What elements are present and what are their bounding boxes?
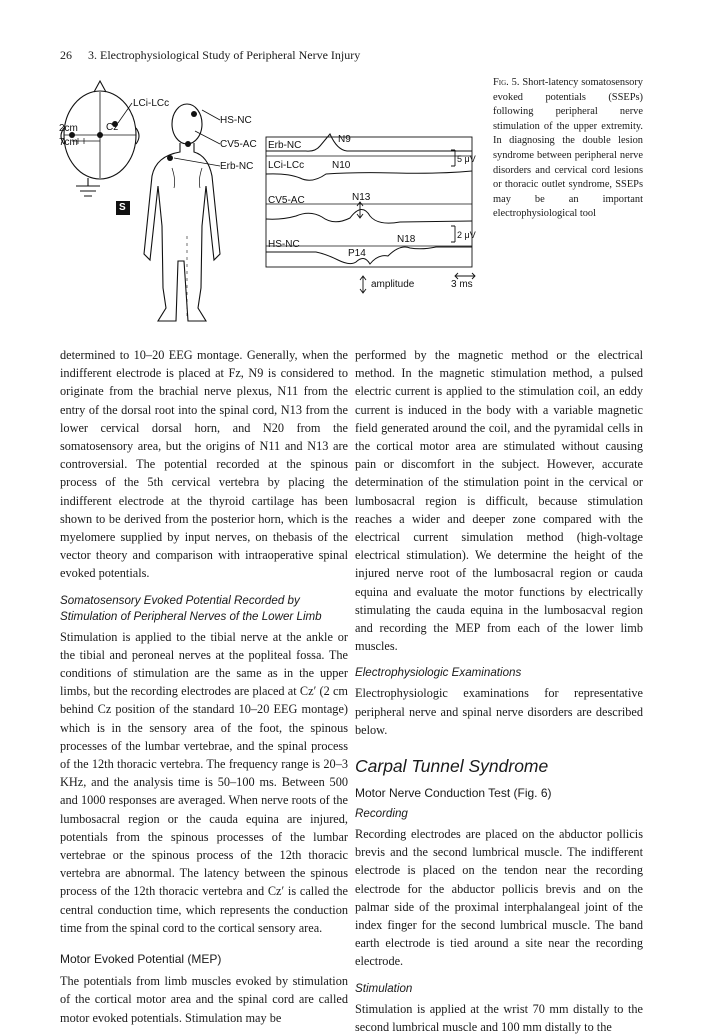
lci-pointer — [118, 103, 132, 123]
trace-label-hs-nc: HS-NC — [268, 239, 300, 250]
trace-label-cv5-ac: CV5-AC — [268, 195, 305, 206]
figure-5 — [60, 76, 490, 338]
running-head — [60, 48, 360, 63]
right-subheading-1: Electrophysiologic Examinations — [355, 666, 522, 680]
scale-label-time: 3 ms — [451, 279, 473, 290]
label-cv5-ac: CV5-AC — [220, 139, 257, 150]
scale-label-amplitude: amplitude — [371, 279, 415, 290]
right-subheading-4: Stimulation — [355, 981, 413, 995]
electrode-cv5-ac — [185, 141, 191, 147]
trace-label-n13: N13 — [352, 192, 371, 203]
trace-label-p14: P14 — [348, 248, 366, 259]
right-subheading-2: Motor Nerve Conduction Test (Fig. 6) — [355, 786, 552, 801]
label-7cm: 7cm — [59, 137, 78, 148]
right-paragraph-2: Electrophysiologic examinations for representative peripheral nerve and spinal nerve disorders are described below. — [355, 686, 643, 737]
right-paragraph-3: Recording electrodes are placed on the abductor pollicis brevis and the second lumbrical muscle. The indifferent electrode is placed on the tendon near the recording electrode for the abductor pollicis brevis and on the palmar side of the proximal interphalangeal joint of the index finger for the second lumbrical muscle. The band earth electrode is tied around a site near the recording electrode. — [355, 827, 643, 969]
left-subheading-1: Somatosensory Evoked Potential Recorded by Stimulation of Peripheral Nerves of the Lower Limb — [60, 593, 322, 623]
nose-outline — [94, 81, 106, 92]
left-column — [60, 346, 348, 1027]
electrode-hs-nc — [191, 111, 197, 117]
caption-label: Fig. 5. — [493, 77, 520, 88]
cv5-ac-pointer — [195, 131, 220, 144]
electrode-erb-nc — [167, 155, 173, 161]
erb-nc-pointer — [174, 158, 220, 166]
right-column — [355, 346, 643, 1036]
scale-label-2uv: 2 μV — [457, 230, 476, 240]
section-title: Carpal Tunnel Syndrome — [355, 756, 549, 777]
body-head — [172, 104, 202, 144]
scale-bar-2uv — [451, 226, 455, 242]
trace-cv5-ac — [266, 209, 472, 223]
label-lci-lcc: LCi-LCc — [133, 98, 170, 109]
trace-lci-lcc — [266, 171, 472, 180]
label-erb-nc: Erb-NC — [220, 161, 254, 172]
left-subheading-2: Motor Evoked Potential (MEP) — [60, 952, 222, 967]
label-cz: Cz — [106, 122, 119, 133]
scale-label-5uv: 5 μV — [457, 154, 476, 164]
trace-label-erb-nc: Erb-NC — [268, 140, 302, 151]
body-chest — [172, 168, 202, 188]
page-number: 26 — [60, 48, 72, 62]
right-subheading-3: Recording — [355, 807, 408, 821]
trace-label-n18: N18 — [397, 234, 416, 245]
running-title: 3. Electrophysiological Study of Peripheral Nerve Injury — [88, 48, 361, 62]
label-hs-nc: HS-NC — [220, 115, 252, 126]
left-paragraph-1: determined to 10–20 EEG montage. Generally, when the indifferent electrode is placed at Fz, N9 is considered to originate from the brachial nerve plexus, N11 from the entry of the dorsal root into the spinal cord, N13 from the lower cervical dorsal horn, and N20 from the somatosensory area, but the origins of N11 and N13 are controversial. The potential recorded at the spinous process of the 5th cervical vertebra by placing the indifferent electrode at the thyroid cartilage has been shown to be derived from the posterior horn, which is the myelomere supplied by input nerves, on thebasis of the vector theory and comparison with intraoperative spinal evoked potentials. — [60, 348, 348, 581]
trace-label-lci-lcc: LCi-LCc — [268, 160, 305, 171]
trace-label-n9: N9 — [338, 134, 351, 145]
left-paragraph-2: Stimulation is applied to the tibial nerve at the ankle or the tibial and peroneal nerves at the popliteal fossa. The conditions of stimulation are the same as in the upper limbs, but the recording electrodes are placed at Cz′ (2 cm behind Cz position of the standard 10–20 EEG montage) which is in the sensory area of the foot, the spinous processes of the lumbar vertebrae, and the spinal process of the 12th thoracic vertebra. The frequency range is 20–3 KHz, and the analysis time is 50–100 ms. Between 500 and 1000 responses are averaged. When nerve roots of the lumbosacral region or the cauda equina are injured, potentials from the spinous processes of the lumbar vertebrae or the spinous process of the 12th thoracic vertebra are abnormal. The latency between the spinous process of the 12th thoracic vertebra and Cz′ is called the central conduction time, which represents the conduction time from the spinal cord to the cortical sensory area. — [60, 629, 348, 935]
caption-text: Short-latency somatosensory evoked potentials (SSEPs) following peripheral nerve stimulation of the upper extremity. In diagnosing the double lesion syndrome between peripheral nerve disorders and cervical cord lesions or thoracic outlet syndrome, SSEPs may be an important electrophysiological tool — [493, 77, 643, 220]
left-paragraph-3: The potentials from limb muscles evoked by stimulation of the cortical motor area and the spinal cord are called motor evoked potentials. Stimulation may be — [60, 974, 348, 1025]
right-paragraph-4: Stimulation is applied at the wrist 70 mm distally to the second lumbrical muscle and 100 mm distally to the — [355, 1001, 643, 1034]
hs-nc-pointer — [202, 110, 220, 120]
right-paragraph-1: performed by the magnetic method or the electrical method. In the magnetic stimulation method, a pulsed electric current is applied to the stimulation coil, an eddy current is induced in the body with a variable magnetic field generated around the coil, and the pyramidal cells in the cortical motor area are stimulated without causing pain or discomfort in the subject. However, accurate determination of the stimulation point in the cervical or lumbosacral region is difficult, because stimulation reaches a wider and deeper zone compared with the electrical current simulation method (high-voltage electrical stimulation). We determine the height of the injured nerve root of the lumbosacral region or cauda equina and evaluate the motor functions by electrically stimulating the cauda equina in the lumbosacval region and recording the MEP from each of the lower limb muscles. — [355, 348, 643, 654]
label-stimulation: S — [119, 202, 126, 213]
amplitude-arrow — [360, 276, 366, 293]
label-2cm: 2cm — [59, 123, 78, 134]
electrode-cz — [97, 132, 103, 138]
ground-symbol — [76, 178, 100, 196]
body-outline — [144, 143, 220, 321]
figure-caption — [493, 76, 643, 222]
scale-bar-5uv — [451, 150, 455, 166]
trace-label-n10: N10 — [332, 160, 351, 171]
